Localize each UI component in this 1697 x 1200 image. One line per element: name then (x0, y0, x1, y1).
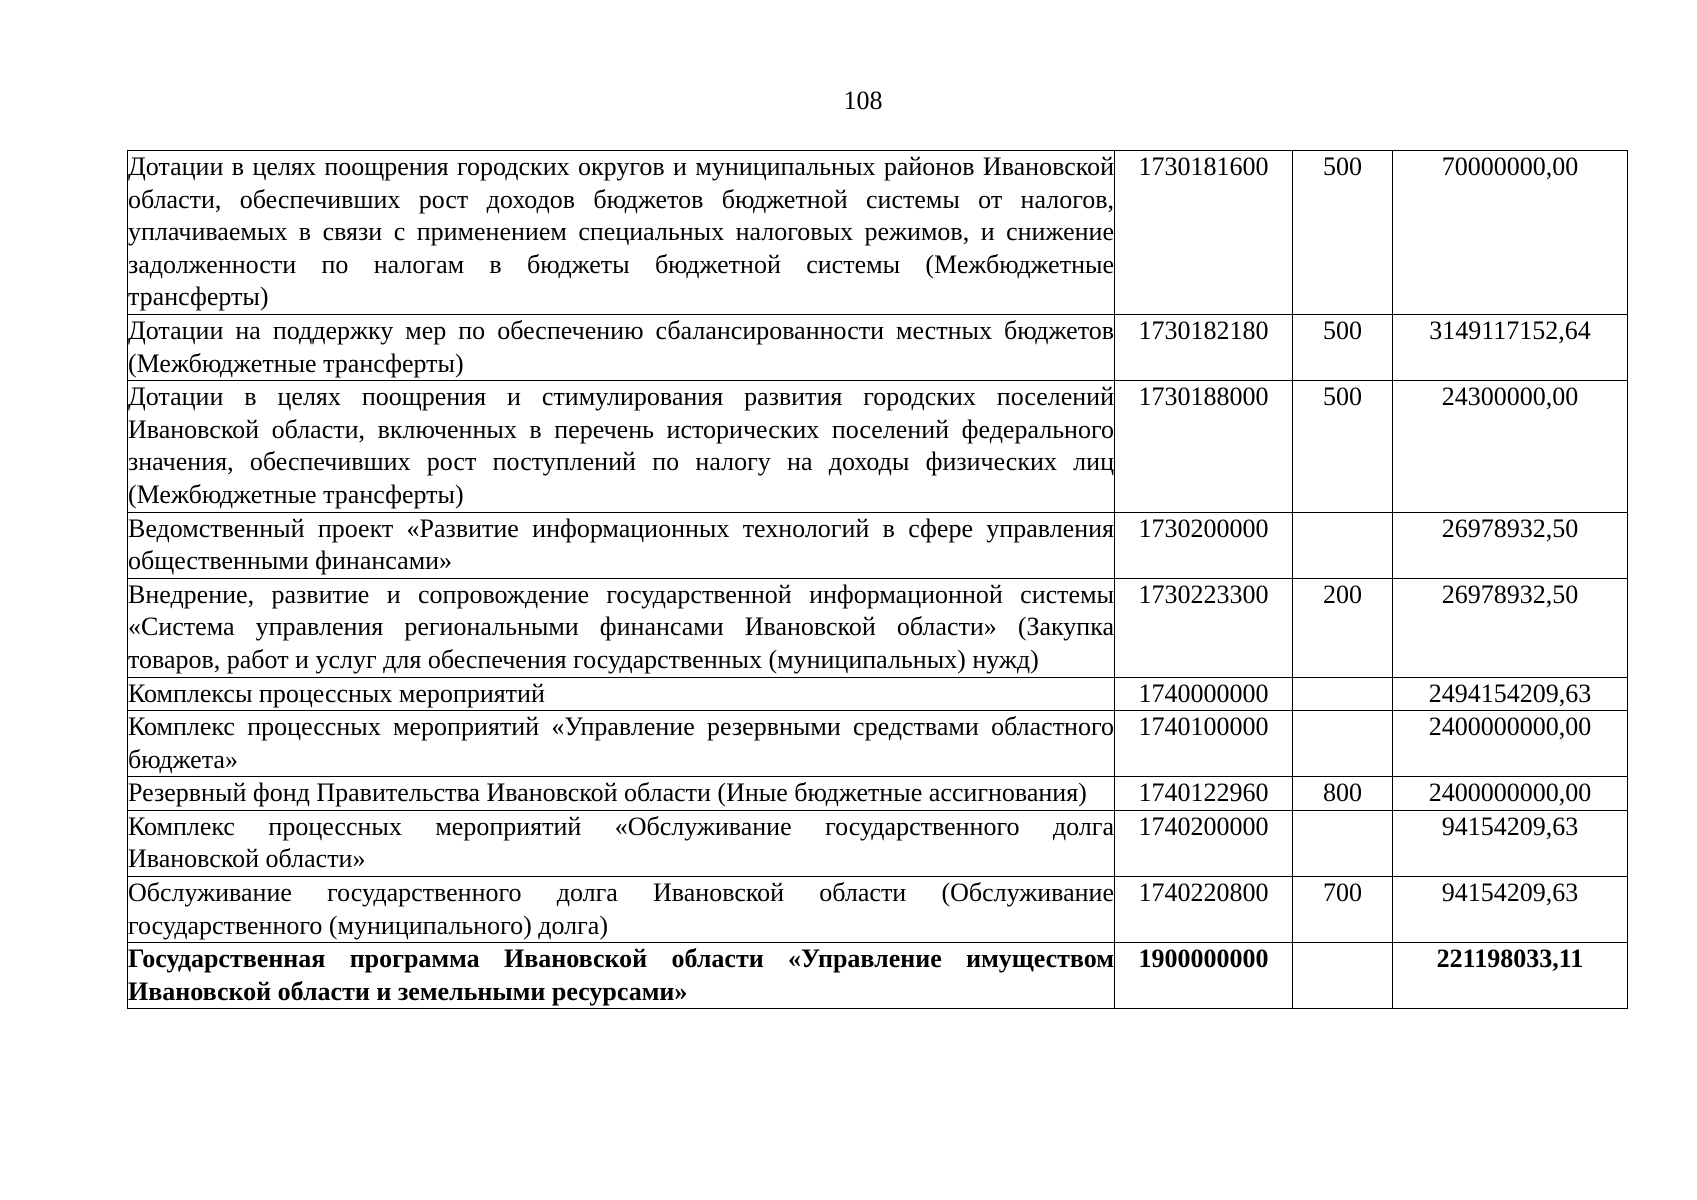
row-description: Дотации на поддержку мер по обеспечению сбалансированности местных бюджетов (Межбюджетные трансферты) (128, 314, 1115, 380)
table-row (128, 512, 1628, 578)
row-target-code: 1900000000 (1115, 943, 1293, 1009)
row-amount: 94154209,63 (1393, 810, 1628, 876)
table-row (128, 810, 1628, 876)
row-target-code: 1730182180 (1115, 314, 1293, 380)
row-expense-type: 500 (1293, 151, 1393, 315)
row-amount: 26978932,50 (1393, 578, 1628, 677)
row-amount: 24300000,00 (1393, 381, 1628, 512)
row-target-code: 1730181600 (1115, 151, 1293, 315)
row-expense-type (1293, 810, 1393, 876)
row-description: Комплексы процессных мероприятий (128, 677, 1115, 711)
row-expense-type: 700 (1293, 877, 1393, 943)
row-target-code: 1730223300 (1115, 578, 1293, 677)
row-description: Комплекс процессных мероприятий «Обслуживание государственного долга Ивановской области» (128, 810, 1115, 876)
budget-table (127, 150, 1628, 1009)
row-amount: 2494154209,63 (1393, 677, 1628, 711)
row-amount: 3149117152,64 (1393, 314, 1628, 380)
row-amount: 70000000,00 (1393, 151, 1628, 315)
row-description: Государственная программа Ивановской области «Управление имуществом Ивановской области и земельными ресурсами» (128, 943, 1115, 1009)
row-description: Ведомственный проект «Развитие информационных технологий в сфере управления общественными финансами» (128, 512, 1115, 578)
row-description: Дотации в целях поощрения и стимулирования развития городских поселений Ивановской области, включенных в перечень исторических поселений федерального значения, обеспечивших рост поступлений по налогу на доходы физических лиц (Межбюджетные трансферты) (128, 381, 1115, 512)
row-expense-type (1293, 943, 1393, 1009)
row-expense-type: 500 (1293, 314, 1393, 380)
row-target-code: 1740000000 (1115, 677, 1293, 711)
table-row (128, 578, 1628, 677)
row-target-code: 1730188000 (1115, 381, 1293, 512)
table-row (128, 314, 1628, 380)
row-expense-type: 200 (1293, 578, 1393, 677)
table-row (128, 381, 1628, 512)
table-row (128, 777, 1628, 811)
table-row (128, 877, 1628, 943)
row-expense-type: 500 (1293, 381, 1393, 512)
row-expense-type (1293, 512, 1393, 578)
row-description: Дотации в целях поощрения городских округов и муниципальных районов Ивановской области, обеспечивших рост доходов бюджетов бюджетной системы от налогов, уплачиваемых в связи с применением специальных налоговых режимов, и снижение задолженности по налогам в бюджеты бюджетной системы (Межбюджетные трансферты) (128, 151, 1115, 315)
table-row (128, 711, 1628, 777)
row-amount: 2400000000,00 (1393, 711, 1628, 777)
row-amount: 2400000000,00 (1393, 777, 1628, 811)
row-expense-type: 800 (1293, 777, 1393, 811)
row-target-code: 1730200000 (1115, 512, 1293, 578)
row-description: Комплекс процессных мероприятий «Управление резервными средствами областного бюджета» (128, 711, 1115, 777)
row-amount: 94154209,63 (1393, 877, 1628, 943)
row-target-code: 1740122960 (1115, 777, 1293, 811)
row-description: Резервный фонд Правительства Ивановской области (Иные бюджетные ассигнования) (128, 777, 1115, 811)
table-row (128, 677, 1628, 711)
row-amount: 26978932,50 (1393, 512, 1628, 578)
row-target-code: 1740220800 (1115, 877, 1293, 943)
row-expense-type (1293, 677, 1393, 711)
row-expense-type (1293, 711, 1393, 777)
row-amount: 221198033,11 (1393, 943, 1628, 1009)
page-number: 108 (843, 86, 883, 115)
row-target-code: 1740100000 (1115, 711, 1293, 777)
table-row (128, 151, 1628, 315)
row-description: Обслуживание государственного долга Ивановской области (Обслуживание государственного (муниципального) долга) (128, 877, 1115, 943)
row-description: Внедрение, развитие и сопровождение государственной информационной системы «Система управления региональными финансами Ивановской области» (Закупка товаров, работ и услуг для обеспечения государственных (муниципальных) нужд) (128, 578, 1115, 677)
row-target-code: 1740200000 (1115, 810, 1293, 876)
table-row-program-total (128, 943, 1628, 1009)
